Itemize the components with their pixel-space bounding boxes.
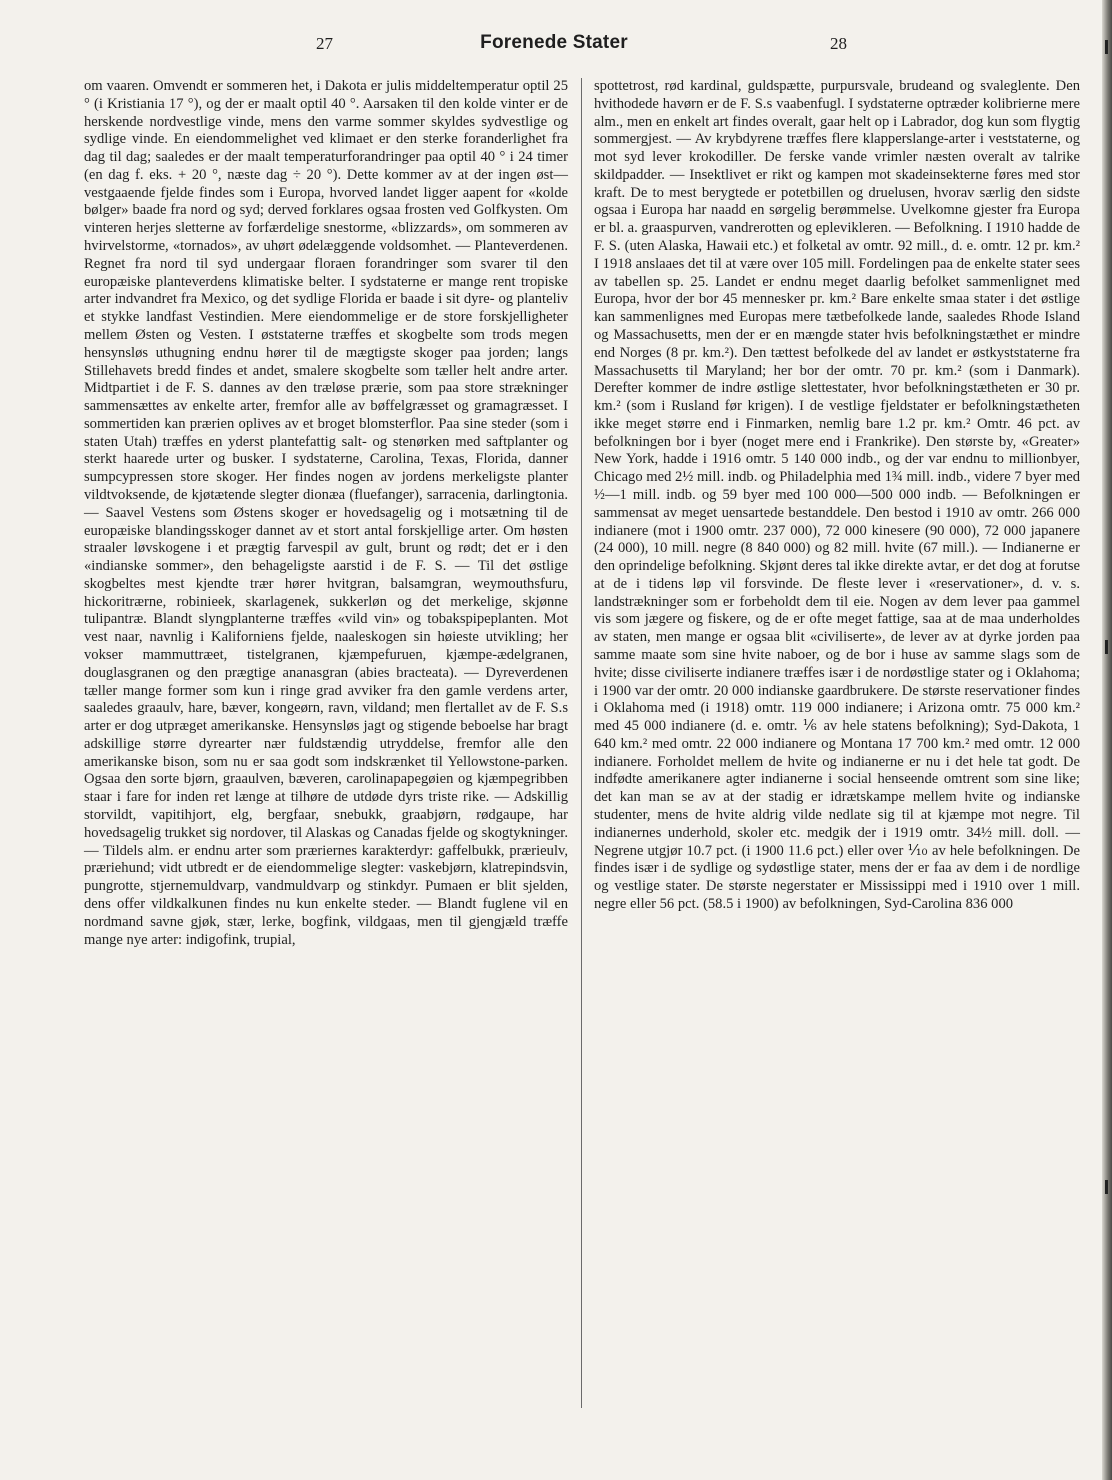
right-column — [594, 78, 1080, 914]
left-column — [84, 78, 568, 949]
edge-mark — [1105, 1180, 1108, 1194]
page-edge — [1102, 0, 1112, 1480]
column-divider — [581, 78, 582, 1408]
right-column-text: spottetrost, rød kardinal, guldspætte, purpursvale, brudeand og svaleglente. Den hvithodede havørn er de F. S.s vaabenfugl. I sydstaterne optræder kolibrierne mere alm., men en enkelt art findes overalt, gaar helt op i Labrador, dog kun som flygtig sommergjest. — Av krybdyrene træffes flere klapperslange-arter i veststaterne, og mot syd lever krokodiller. De ferske vande vrimler næsten overalt av talrike skildpadder. — Insektlivet er rikt og kampen mot skadeinsekterne føres med stor kraft. De to mest berygtede er potetbillen og druelusen, hvorav særlig den sidste ogsaa i Europa har naadd en sørgelig berømmelse. Uvelkomne gjester fra Europa er bl. a. graaspurven, vandrerotten og eplevikleren. — Befolkning. I 1910 hadde de F. S. (uten Alaska, Hawaii etc.) et folketal av omtr. 92 mill., d. e. omtr. 12 pr. km.² I 1918 anslaaes det til at være over 105 mill. Fordelingen paa de enkelte stater sees av tabellen sp. 25. Landet er endnu meget daarlig befolket sammenlignet med Europa, hvor der bor 45 mennesker pr. km.² Bare enkelte smaa stater i det østlige kan sammenlignes med Europas mere tætbefolkede lande, saaledes Rhode Island og Massachusetts, men der er en mængde stater hvis befolkningstæthet er mindre end Norges (8 pr. km.²). Den tættest befolkede del av landet er østkyststaterne fra Massachusetts til Maryland; her bor der omtr. 70 pr. km.² (som i Danmark). Derefter kommer de indre østlige slettestater, hvor befolkningstætheten er 30 pr. km.² (som i Rusland før krigen). I de vestlige fjeldstater er befolkningstætheten ikke meget større end i Finmarken, nemlig bare 1.2 pr. km.² Omtr. 46 pct. av befolkningen bor i byer (noget mere end i Frankrike). Den største by, «Greater» New York, hadde i 1916 omtr. 5 140 000 indb., og der var endnu to millionbyer, Chicago med 2½ mill. indb. og Philadelphia med 1¾ mill. indb., videre 7 byer med ½—1 mill. indb. og 59 byer med 100 000—500 000 indb. — Befolkningen er sammensat av meget uensartede bestanddele. Den bestod i 1910 av omtr. 266 000 indianere (mot i 1900 omtr. 237 000), 72 000 kinesere (90 000), 72 000 japanere (24 000), 10 mill. negre (8 840 000) og 82 mill. hvite (67 mill.). — Indianerne er den oprindelige befolkning. Skjønt deres tal ikke direkte avtar, er det dog at forutse at de i tidens løp vil forsvinde. De fleste lever i «reservationer», d. v. s. landstrækninger som er forbeholdt dem til eie. Nogen av dem lever paa gammel vis som jægere og fiskere, og de er ofte meget fattige, saa at de maa underholdes av staten, men mange er ogsaa blit «civiliserte», de lever av at dyrke jorden paa samme maate som sine hvite naboer, og de bor i huse av samme slags som de hvite; disse civiliserte indianere træffes især i de nordøstlige stater og i Oklahoma; i 1900 var der omtr. 20 000 indianske gaardbrukere. De største reservationer findes i Oklahoma med (i 1918) omtr. 119 000 indianere; i Arizona omtr. 75 000 km.² med 45 000 indianere (d. e. omtr. ⅙ av hele statens befolkning); Syd-Dakota, 1 640 km.² med omtr. 22 000 indianere og Montana 17 700 km.² med omtr. 12 000 indianere. Forholdet mellem de hvite og indianerne er nu i det hele tat godt. De indfødte amerikanere agter indianerne i social henseende omtrent som sine like; det kan man se av at der stadig er idrætskampe mellem hvite og indianske studenter, mens de hvite aldrig vilde nedlate sig til at kjæmpe mot negre. Til indianernes underhold, skoler etc. medgik der i 1919 omtr. 34½ mill. doll. — Negrene utgjør 10.7 pct. (i 1900 11.6 pct.) eller over ⅒ av hele befolkningen. De findes især i de sydlige og sydøstlige stater, mens der er faa av dem i de nordlige og vestlige stater. De største negerstater er Mississippi med i 1910 over 1 mill. negre eller 56 pct. (58.5 i 1900) av befolkningen, Syd-Carolina 836 000 — [594, 78, 1080, 912]
edge-mark — [1105, 40, 1108, 54]
edge-mark — [1105, 640, 1108, 654]
running-title: Forenede Stater — [480, 32, 628, 53]
left-column-text: om vaaren. Omvendt er sommeren het, i Dakota er julis middeltemperatur optil 25 ° (i Kristiania 17 °), og der er maalt optil 40 °. Aarsaken til den kolde vinter er de herskende nordvestlige vinde, mens den varme sommer skyldes sydvestlige og sydlige vinde. En eiendommelighet ved klimaet er den sterke foranderlighet fra dag til dag; saaledes er der maalt temperaturforandringer paa optil 40 ° i 24 timer (en dag f. eks. + 20 °, næste dag ÷ 20 °). Dette kommer av at der ingen øst—vestgaaende fjelde findes som i Europa, hvorved landet ligger aapent for «kolde bølger» baade fra nord og syd; derved forklares ogsaa frosten ved Golfkysten. Om vinteren herjes sletterne av forfærdelige snestorme, «blizzards», om sommeren av hvirvelstorme, «tornados», av uhørt ødelæggende voldsomhet. — Planteverdenen. Regnet fra nord til syd undergaar floraen forandringer som svarer til den europæiske planteverdens klimatiske belter. I sydstaterne er mange rent tropiske arter indvandret fra Mexico, og det sydlige Florida er baade i sit dyre- og planteliv et stykke landfast Vestindien. Mere eiendommelige er de store forskjelligheter mellem Østen og Vesten. I øststaterne træffes et skogbelte som trods megen hensynsløs uthugning endnu hører til de mægtigste skoger paa jorden; langs Stillehavets bredd findes et andet, smalere skogbelte som tæller helt andre arter. Midtpartiet i de F. S. dannes av den træløse prærie, som paa store strækninger sammensættes av enkelte arter, fremfor alle av bøffelgræsset og gramagræsset. I sommertiden kan prærien oplives av et broget blomsterflor. Paa sine steder (som i staten Utah) træffes en yderst plantefattig salt- og stenørken med saftplanter og sterkt haarede urter og busker. I sydstaterne, Carolina, Texas, Florida, danner sumpcypressen store skoger. Her findes nogen av jordens merkeligste planter vildtvoksende, de kjøtætende slegter dionæa (fluefanger), sarracenia, darlingtonia. — Saavel Vestens som Østens skoger er hovedsagelig og i motsætning til de europæiske blandingsskoger dannet av et stort antal forskjellige arter. Om høsten straaler løvskogene i et prægtig farvespil av gult, brunt og rødt; det er i den «indianske sommer», den behageligste aarstid i de F. S. — Til det østlige skogbeltes mest kjendte trær hører hvitgran, balsamgran, weymouthsfuru, hickoritrærne, robinieek, skarlagenek, sukkerløn og det merkelige, skjønne tulipantræ. Blandt slyngplanterne træffes «vild vin» og tobakspipeplanten. Mot vest naar, navnlig i Kaliforniens fjelde, naaleskogen sin høieste utvikling; her vokser mammuttræet, tistelgranen, kjæmpefuruen, kjæmpe-ædelgranen, douglasgranen og den prægtige ananasgran (abies bracteata). — Dyreverdenen tæller mange former som kun i ringe grad avviker fra den gamle verdens arter, saaledes graaulv, hare, bæver, kongeørn, ravn, vildand; men flertallet av de F. S.s arter er dog utpræget amerikanske. Hensynsløs jagt og stigende beboelse har bragt adskillige større dyrearter nær fuldstændig utryddelse, fremfor alle den amerikanske bison, som nu er saa godt som indskrænket til Yellowstone-parken. Ogsaa den sorte bjørn, graaulven, bæveren, carolinapapegøien og kjæmpegribben staar i fare for inden ret længe at tilhøre de utdøde dyrs triste rike. — Adskillig storvildt, vapitihjort, elg, bergfaar, snebukk, graabjørn, rødgaupe, har hovedsagelig trukket sig nordover, til Alaskas og Canadas fjelde og skogtykninger. — Tildels alm. er endnu arter som præriernes karakterdyr: gaffelbukk, prærieulv, præriehund; vidt utbredt er de eiendommelige slegter: vaskebjørn, klatrepindsvin, pungrotte, stjernemuldvarp, vandmuldvarp og stinkdyr. Pumaen er blit sjelden, dens offer vildkalkunen findes nu kun enkelte steder. — Blandt fuglene vil en nordmand savne gjøk, stær, lerke, bogfink, vildgaas, men til gjengjæld træffe mange nye arter: indigofink, trupial, — [84, 78, 568, 948]
page-number-left: 27 — [316, 34, 333, 53]
page-number-right: 28 — [830, 34, 847, 53]
page-header — [84, 34, 1024, 58]
